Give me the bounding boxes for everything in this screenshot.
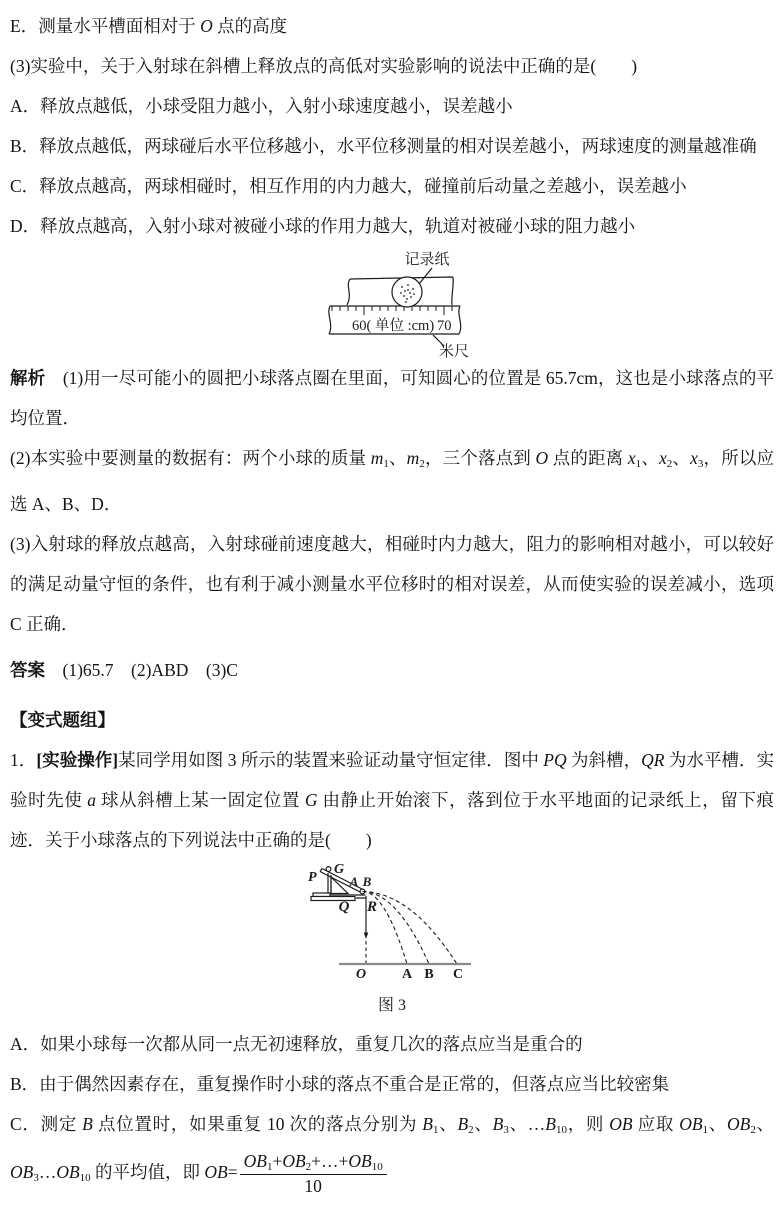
landing-points-circle [392, 277, 422, 307]
record-paper-label: 记录纸 [404, 252, 450, 268]
problem-1-statement: 1．[实验操作]某同学用如图 3 所示的装置来验证动量守恒定律．图中 PQ 为斜槽，QR 为水平槽．实验时先使 a 球从斜槽上某一固定位置 G 由静止开始滚下，落到位于水平地面的记录纸上，留下痕迹．关于小球落点的下列说法中正确的是( ) [10, 750, 775, 850]
label-q: Q [338, 899, 350, 915]
ball-at-release-point [326, 867, 331, 872]
answer-line: 答案 (1)65.7 (2)ABD (3)C [10, 660, 238, 680]
option-d: D．释放点越高，入射小球对被碰小球的作用力越大，轨道对被碰小球的阻力越小 [10, 216, 636, 236]
ruler-ticks [332, 306, 452, 315]
record-paper-figure-svg [292, 246, 492, 358]
option-e-line: E．测量水平槽面相对于 O 点的高度 [10, 16, 288, 36]
figure-3-svg [302, 860, 482, 1016]
fraction: $\frac{OB1+OB2+\dots+OB10}{10}$ [240, 1150, 387, 1198]
problem-1-option-c: C．测定 B 点位置时，如果重复 10 次的落点分别为 B1、B2、B3、…B10，则 OB 应取 OB1、OB2、OB3…OB10 的平均值，即 OB= $\frac{OB1+OB2+\dots+OB10}{10}$ [10, 1114, 775, 1197]
problem-1-option-a: A．如果小球每一次都从同一点无初速释放，重复几次的落点应当是重合的 [10, 1034, 583, 1054]
option-c: C．释放点越高，两球相碰时，相互作用的内力越大，碰撞前后动量之差越小，误差越小 [10, 176, 687, 196]
option-b: B．释放点越低，两球碰后水平位移越小，水平位移测量的相对误差越小，两球速度的测量越准确 [10, 136, 757, 156]
analysis-part1: 解析 (1)用一尽可能小的圆把小球落点圈在里面，可知圆心的位置是 65.7cm，这也是小球落点的平均位置． [10, 368, 774, 428]
label-g: G [334, 862, 345, 877]
label-b-edge: B [362, 874, 372, 889]
problem-1-option-b: B．由于偶然因素存在，重复操作时小球的落点不重合是正常的，但落点应当比较密集 [10, 1074, 670, 1094]
figure-3-apparatus [10, 860, 774, 1016]
label-o-ground: O [355, 967, 367, 982]
meter-stick-label: 米尺 [438, 344, 470, 358]
analysis-part3: (3)入射球的释放点越高，入射球碰前速度越大，相碰时内力越大，阻力的影响相对越小，可以较好的满足动量守恒的条件，也有利于减小测量水平位移时的相对误差，从而使实验的误差减小，选项 C 正确． [10, 534, 774, 634]
stand-brace-triangle [331, 877, 348, 894]
label-b-ground: B [424, 967, 434, 982]
label-r: R [366, 899, 378, 915]
figure-record-paper [10, 246, 774, 358]
record-paper-leader-line [419, 268, 432, 284]
plumb-arrow-head [364, 933, 369, 940]
question-3-line: (3)实验中，关于入射球在斜槽上释放点的高低对实验影响的说法中正确的是( ) [10, 56, 638, 76]
analysis-part2: (2)本实验中要测量的数据有：两个小球的质量 m1、m2，三个落点到 O 点的距离 x1、x2、x3，所以应选 A、B、D． [10, 448, 775, 514]
label-a-ground: A [401, 967, 413, 982]
label-c-ground: C [452, 967, 464, 982]
label-p: P [308, 870, 317, 885]
figure-3-caption: 图 3 [377, 997, 407, 1014]
label-a-edge: A [349, 874, 359, 889]
option-a: A．释放点越低，小球受阻力越小，入射小球速度越小，误差越小 [10, 96, 513, 116]
ruler-scale-text: 60( 单位 :cm) [352, 318, 435, 334]
variant-group-header: 【变式题组】 [10, 710, 115, 730]
ruler-scale-70: 70 [437, 318, 452, 334]
